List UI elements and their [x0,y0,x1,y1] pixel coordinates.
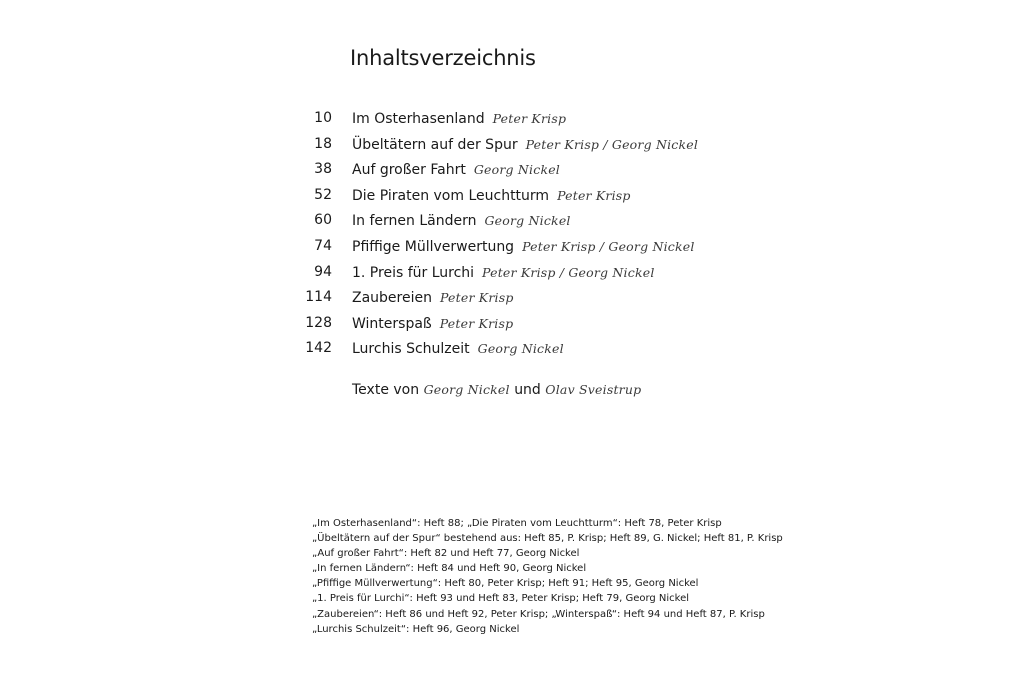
toc-page-number: 18 [314,135,332,152]
toc-entry [300,260,820,286]
toc-entry [300,157,820,183]
source-note: „1. Preis für Lurchi“: Heft 93 und Heft 83, Peter Krisp; Heft 79, Georg Nickel [312,593,690,605]
toc-author: Peter Krisp [492,111,567,126]
credits-author-2: Olav Sveistrup [545,382,642,397]
toc-page-number: 60 [314,212,332,229]
toc-entry [300,132,820,158]
source-note: „Zaubereien“: Heft 86 und Heft 92, Peter Krisp; „Winterspaß“: Heft 94 und Heft 87, P. Krisp [312,608,765,620]
source-note: „Lurchis Schulzeit“: Heft 96, Georg Nickel [312,623,520,635]
toc-title: Pfiffige Müllverwertung [352,238,515,255]
text-credits [352,382,641,398]
toc-page-number: 114 [305,289,332,306]
toc-author: Peter Krisp [557,187,631,203]
toc-title: 1. Preis für Lurchi [352,264,475,281]
source-note: „In fernen Ländern“: Heft 84 und Heft 90, Georg Nickel [312,563,587,575]
toc-page-number: 142 [305,340,332,357]
toc-title: Auf großer Fahrt [352,162,466,179]
toc-page-number: 52 [314,186,332,203]
credits-author-1: Georg Nickel [423,382,510,397]
toc-author: Georg Nickel [484,213,571,229]
toc-page-number: 74 [314,237,332,254]
toc-author: Peter Krisp / Georg Nickel [482,264,655,280]
credits-prefix: Texte von [352,382,420,398]
source-note: „Im Osterhasenland“: Heft 88; „Die Piraten vom Leuchtturm“: Heft 78, Peter Krisp [312,518,722,529]
toc-page-number: 38 [314,161,332,178]
table-of-contents [300,106,820,362]
toc-title: Die Piraten vom Leuchtturm [352,187,550,204]
toc-author: Georg Nickel [473,162,561,178]
toc-title: Zaubereien [352,290,432,307]
toc-entry [300,311,820,337]
toc-entry [300,285,820,311]
page-title: Inhaltsverzeichnis [350,46,536,70]
source-note: „Pfiffige Müllverwertung“: Heft 80, Peter Krisp; Heft 91; Heft 95, Georg Nickel [312,578,699,590]
toc-author: Peter Krisp / Georg Nickel [525,136,699,152]
source-note: „Auf großer Fahrt“: Heft 82 und Heft 77, Georg Nickel [312,548,580,560]
toc-title: In fernen Ländern [352,213,477,230]
toc-author: Peter Krisp [439,290,514,306]
toc-page-number: 94 [314,263,332,280]
toc-page-number: 10 [314,110,332,126]
toc-author: Peter Krisp / Georg Nickel [522,238,695,254]
toc-title: Übeltätern auf der Spur [352,136,518,153]
credits-conjunction: und [514,382,541,398]
toc-title: Lurchis Schulzeit [352,341,470,358]
toc-entry [300,208,820,234]
toc-entry [300,106,820,132]
source-notes [312,516,792,637]
toc-author: Georg Nickel [477,341,564,357]
toc-entry [300,234,820,260]
toc-title: Im Osterhasenland [352,111,485,127]
toc-entry [300,336,820,362]
toc-title: Winterspaß [352,315,432,332]
toc-entry [300,183,820,209]
toc-author: Peter Krisp [439,315,514,331]
toc-page-number: 128 [305,314,332,331]
source-note: „Übeltätern auf der Spur“ bestehend aus: Heft 85, P. Krisp; Heft 89, G. Nickel; Heft 81, P. Krisp [312,533,783,545]
